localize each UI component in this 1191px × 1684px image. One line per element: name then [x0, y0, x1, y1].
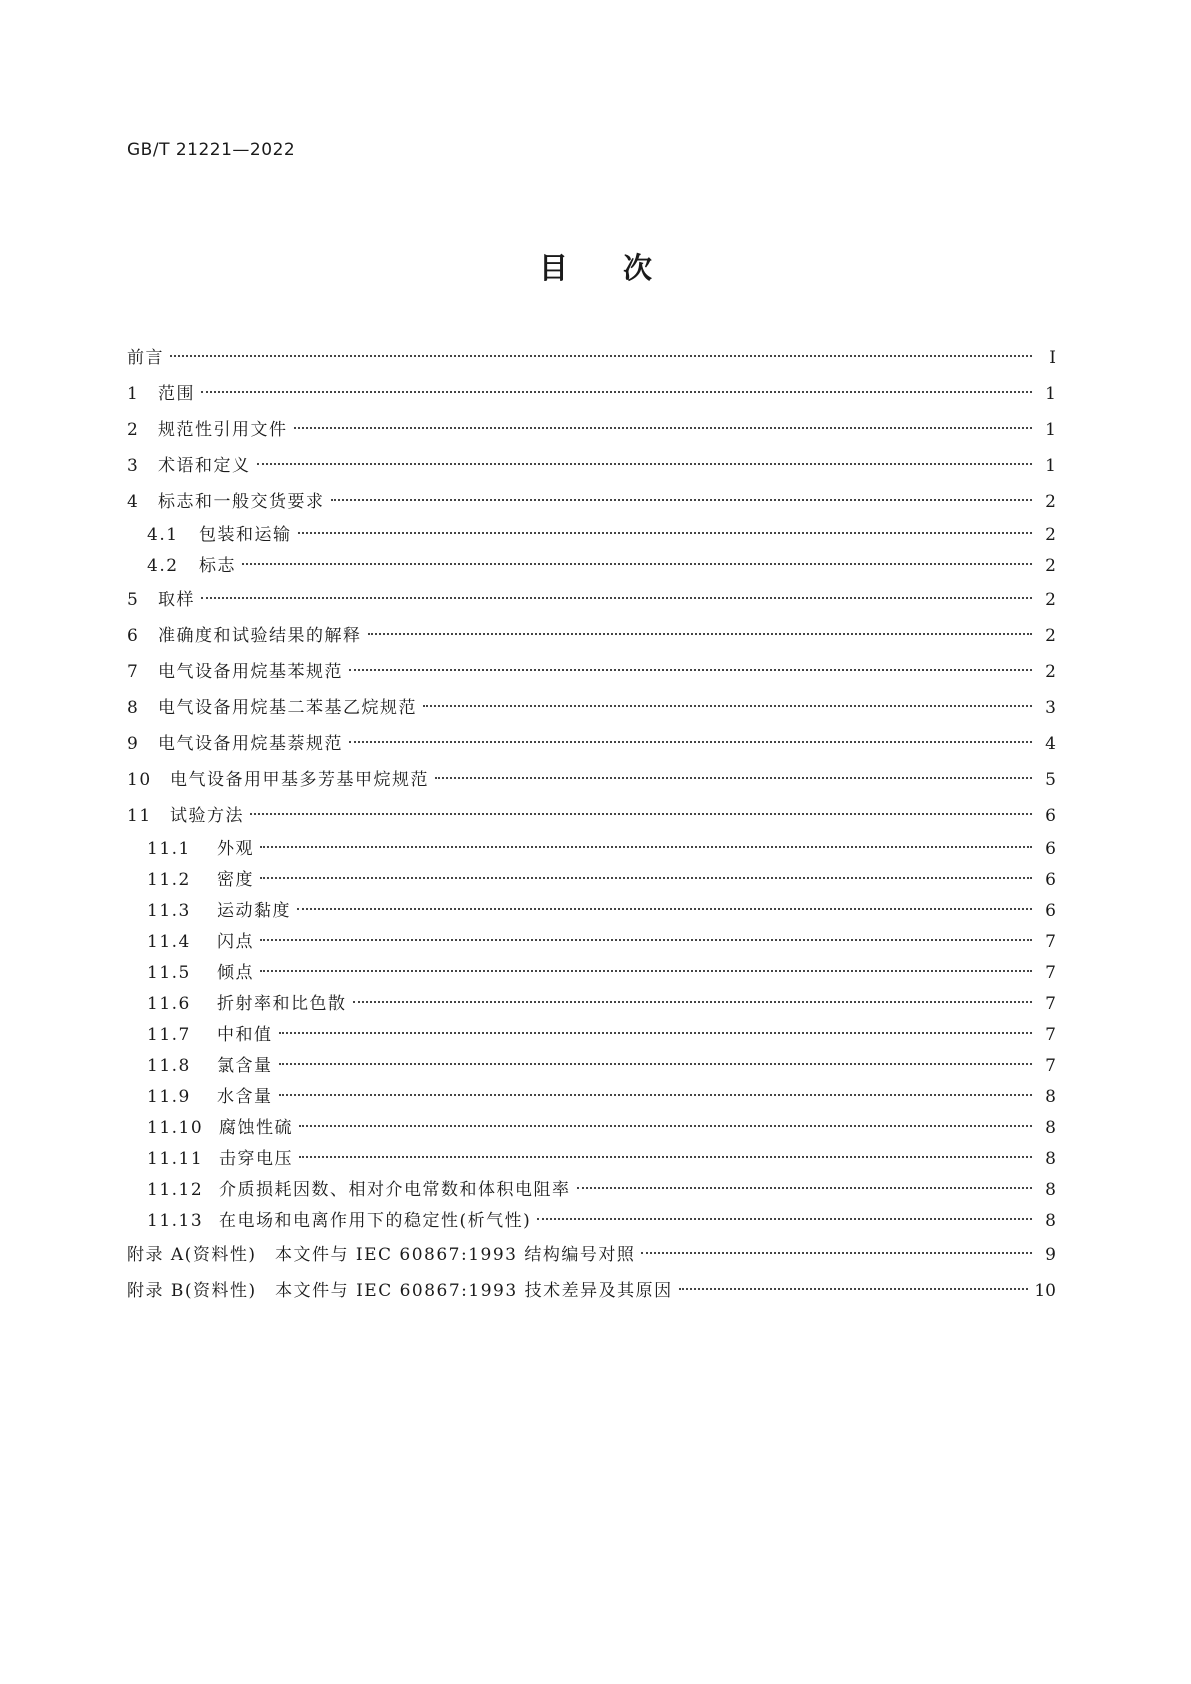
- dot-leader: [349, 669, 1032, 671]
- toc-entry-11-12[interactable]: [127, 1175, 1056, 1206]
- toc-entry-page: 2: [1045, 492, 1056, 512]
- dot-leader: [299, 1125, 1032, 1127]
- toc-entry-annex-a[interactable]: [127, 1237, 1056, 1273]
- dot-leader: [260, 846, 1032, 848]
- toc-entry-page: 2: [1045, 590, 1056, 610]
- dot-leader: [297, 908, 1032, 910]
- toc-entry-number: 6: [127, 626, 140, 646]
- toc-entry-11-10[interactable]: [127, 1113, 1056, 1144]
- toc-entry-number: 9: [127, 734, 140, 754]
- dot-leader: [641, 1252, 1032, 1254]
- toc-entry-page: 3: [1045, 698, 1056, 718]
- toc-entry-11-13[interactable]: [127, 1206, 1056, 1237]
- toc-entry-page: 1: [1045, 384, 1056, 404]
- dot-leader: [201, 391, 1032, 393]
- dot-leader: [260, 877, 1032, 879]
- toc-entry-number: 11.12: [147, 1180, 204, 1200]
- dot-leader: [368, 633, 1033, 635]
- toc-entry-number: 10: [127, 770, 152, 790]
- toc-entry-page: 8: [1045, 1149, 1056, 1169]
- toc-title: 目次: [538, 251, 707, 285]
- toc-entry-title: 腐蚀性硫: [219, 1118, 293, 1138]
- toc-entry-6[interactable]: [127, 618, 1056, 654]
- toc-entry-number: 11.3: [147, 901, 191, 921]
- toc-entry-page: 4: [1045, 734, 1056, 754]
- toc-entry-title: 包装和运输: [199, 525, 292, 545]
- toc-entry-title: 电气设备用烷基二苯基乙烷规范: [158, 698, 417, 718]
- toc-entry-number: 1: [127, 384, 140, 404]
- toc-entry-number: 11.1: [147, 839, 191, 859]
- toc-entry-title: 规范性引用文件: [158, 420, 288, 440]
- dot-leader: [349, 741, 1032, 743]
- dot-leader: [170, 355, 1032, 357]
- toc-entry-4-2[interactable]: [127, 551, 1056, 582]
- toc-entry-title: 术语和定义: [158, 456, 251, 476]
- toc-entry-page: 8: [1045, 1211, 1056, 1231]
- toc-entry-number: 4: [127, 492, 140, 512]
- toc-entry-11-1[interactable]: [127, 834, 1056, 865]
- toc-entry-page: 2: [1045, 662, 1056, 682]
- toc-entry-1[interactable]: [127, 376, 1056, 412]
- toc-entry-title: 准确度和试验结果的解释: [158, 626, 362, 646]
- toc-entry-number: 11.10: [147, 1118, 204, 1138]
- toc-entry-page: 7: [1045, 1056, 1056, 1076]
- toc-entry-11-8[interactable]: [127, 1051, 1056, 1082]
- toc-entry-3[interactable]: [127, 448, 1056, 484]
- dot-leader: [242, 563, 1032, 565]
- toc-entry-title: 前言: [127, 348, 164, 368]
- toc-entry-title: 密度: [217, 870, 254, 890]
- toc-entry-11-9[interactable]: [127, 1082, 1056, 1113]
- toc-entry-number: 11.7: [147, 1025, 191, 1045]
- toc-entry-number: 11.5: [147, 963, 191, 983]
- toc-entry-page: 2: [1045, 626, 1056, 646]
- toc-entry-annex-b[interactable]: [127, 1273, 1056, 1309]
- dot-leader: [435, 777, 1032, 779]
- toc-entry-number: 11.4: [147, 932, 191, 952]
- toc-entry-page: 8: [1045, 1087, 1056, 1107]
- toc-entry-page: 7: [1045, 994, 1056, 1014]
- dot-leader: [260, 970, 1032, 972]
- dot-leader: [294, 427, 1033, 429]
- toc-entry-title: 范围: [158, 384, 195, 404]
- dot-leader: [279, 1032, 1033, 1034]
- dot-leader: [250, 813, 1032, 815]
- toc-entry-number: 5: [127, 590, 140, 610]
- toc-entry-title: 在电场和电离作用下的稳定性(析气性): [219, 1211, 532, 1231]
- toc-entry-page: 6: [1045, 839, 1056, 859]
- toc-entry-11-5[interactable]: [127, 958, 1056, 989]
- toc-entry-title: 中和值: [217, 1025, 273, 1045]
- toc-entry-title: 试验方法: [170, 806, 244, 826]
- dot-leader: [279, 1094, 1033, 1096]
- toc-entry-7[interactable]: [127, 654, 1056, 690]
- toc-entry-4[interactable]: [127, 484, 1056, 520]
- dot-leader: [279, 1063, 1033, 1065]
- toc-entry-foreword[interactable]: [127, 340, 1056, 376]
- toc-entry-number: 11: [127, 806, 152, 826]
- toc-entry-number: 11.2: [147, 870, 191, 890]
- toc-entry-number: 11.11: [147, 1149, 204, 1169]
- toc-entry-page: 7: [1045, 932, 1056, 952]
- toc-entry-9[interactable]: [127, 726, 1056, 762]
- toc-entry-title: 折射率和比色散: [217, 994, 347, 1014]
- toc-entry-title: 闪点: [217, 932, 254, 952]
- toc-entry-page: 7: [1045, 1025, 1056, 1045]
- dot-leader: [298, 532, 1033, 534]
- toc-entry-page: 2: [1045, 556, 1056, 576]
- toc-entry-10[interactable]: [127, 762, 1056, 798]
- toc-entry-number: 4.2: [147, 556, 179, 576]
- dot-leader: [353, 1001, 1033, 1003]
- toc-entry-title: 附录 A(资料性) 本文件与 IEC 60867:1993 结构编号对照: [127, 1245, 636, 1265]
- dot-leader: [299, 1156, 1032, 1158]
- toc-entry-8[interactable]: [127, 690, 1056, 726]
- toc-entry-page: 5: [1045, 770, 1056, 790]
- document-code: GB/T 21221—2022: [127, 140, 296, 160]
- toc-entry-11[interactable]: [127, 798, 1056, 834]
- dot-leader: [537, 1218, 1032, 1220]
- toc-entry-title: 标志: [199, 556, 236, 576]
- toc-entry-page: 8: [1045, 1118, 1056, 1138]
- toc-entry-number: 3: [127, 456, 140, 476]
- toc-entry-number: 7: [127, 662, 140, 682]
- toc-entry-number: 11.8: [147, 1056, 191, 1076]
- toc-entry-number: 4.1: [147, 525, 179, 545]
- toc-entry-11-7[interactable]: [127, 1020, 1056, 1051]
- toc-entry-title: 电气设备用甲基多芳基甲烷规范: [170, 770, 429, 790]
- toc-entry-page: 6: [1045, 901, 1056, 921]
- toc-entry-page: 6: [1045, 870, 1056, 890]
- toc-entry-title: 氯含量: [217, 1056, 273, 1076]
- toc-entry-number: 11.13: [147, 1211, 204, 1231]
- dot-leader: [331, 499, 1033, 501]
- dot-leader: [201, 597, 1032, 599]
- toc-entry-title: 介质损耗因数、相对介电常数和体积电阻率: [219, 1180, 571, 1200]
- toc-entry-11-6[interactable]: [127, 989, 1056, 1020]
- toc-entry-4-1[interactable]: [127, 520, 1056, 551]
- toc-entry-11-4[interactable]: [127, 927, 1056, 958]
- toc-entry-number: 8: [127, 698, 140, 718]
- toc-entry-title: 水含量: [217, 1087, 273, 1107]
- table-of-contents: [127, 340, 1056, 1309]
- toc-entry-11-2[interactable]: [127, 865, 1056, 896]
- toc-entry-page: 10: [1034, 1281, 1056, 1301]
- toc-entry-title: 取样: [158, 590, 195, 610]
- toc-entry-title: 标志和一般交货要求: [158, 492, 325, 512]
- toc-entry-page: 1: [1045, 420, 1056, 440]
- toc-entry-number: 11.6: [147, 994, 191, 1014]
- toc-entry-title: 附录 B(资料性) 本文件与 IEC 60867:1993 技术差异及其原因: [127, 1281, 673, 1301]
- toc-entry-page: 8: [1045, 1180, 1056, 1200]
- toc-entry-title: 电气设备用烷基苯规范: [158, 662, 343, 682]
- toc-entry-page: Ⅰ: [1049, 348, 1056, 368]
- toc-entry-number: 2: [127, 420, 140, 440]
- toc-entry-page: 1: [1045, 456, 1056, 476]
- dot-leader: [260, 939, 1032, 941]
- toc-entry-page: 6: [1045, 806, 1056, 826]
- toc-entry-11-3[interactable]: [127, 896, 1056, 927]
- toc-entry-11-11[interactable]: [127, 1144, 1056, 1175]
- toc-entry-page: 9: [1045, 1245, 1056, 1265]
- toc-entry-title: 击穿电压: [219, 1149, 293, 1169]
- dot-leader: [577, 1187, 1033, 1189]
- toc-entry-number: 11.9: [147, 1087, 191, 1107]
- dot-leader: [679, 1288, 1029, 1290]
- dot-leader: [423, 705, 1032, 707]
- toc-entry-5[interactable]: [127, 582, 1056, 618]
- toc-entry-title: 运动黏度: [217, 901, 291, 921]
- toc-entry-page: 7: [1045, 963, 1056, 983]
- toc-entry-title: 倾点: [217, 963, 254, 983]
- toc-entry-page: 2: [1045, 525, 1056, 545]
- toc-entry-2[interactable]: [127, 412, 1056, 448]
- toc-entry-title: 电气设备用烷基萘规范: [158, 734, 343, 754]
- dot-leader: [257, 463, 1033, 465]
- toc-entry-title: 外观: [217, 839, 254, 859]
